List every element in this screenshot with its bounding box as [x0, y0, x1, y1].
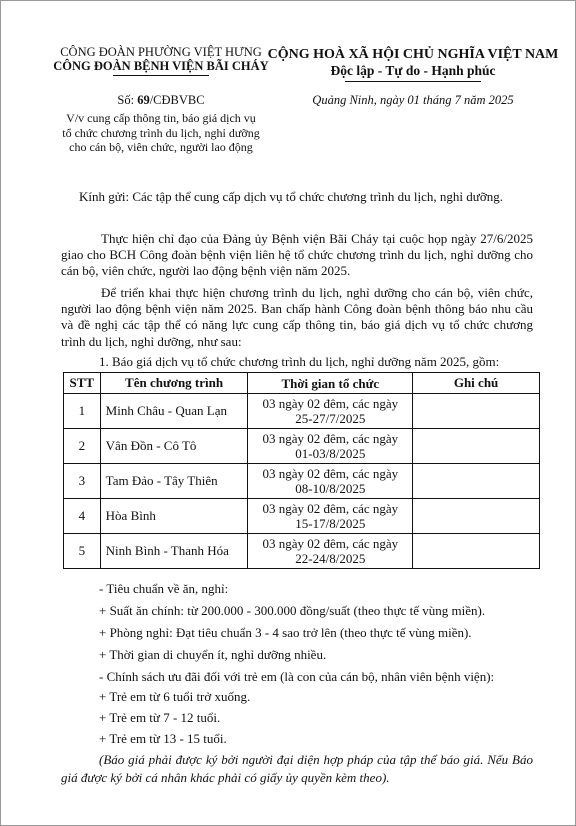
list-item: + Phòng nghỉ: Đạt tiêu chuẩn 3 - 4 sao trở lên (theo thực tế vùng miền).: [99, 625, 472, 640]
list-item: + Thời gian di chuyển ít, nghỉ dưỡng nhiều.: [99, 647, 327, 662]
subject-line: tổ chức chương trình du lịch, nghỉ dưỡng: [62, 125, 260, 140]
cell-name: Hòa Bình: [100, 499, 248, 534]
document-number: [41, 93, 281, 108]
cell-note: [413, 499, 540, 534]
header-stt: STT: [64, 373, 101, 394]
cell-stt: 4: [64, 499, 101, 534]
footnote: [61, 751, 533, 787]
greeting: Kính gửi: Các tập thể cung cấp dịch vụ tổ chức chương trình du lịch, nghỉ dưỡng.: [79, 189, 503, 204]
cell-time: [248, 499, 413, 534]
doc-number-label: Số:: [117, 93, 135, 107]
cell-name: Ninh Bình - Thanh Hóa: [100, 534, 248, 569]
table-row: [64, 534, 540, 569]
place-date: Quảng Ninh, ngày 01 tháng 7 năm 2025: [312, 93, 514, 107]
time-line: 22-24/8/2025: [295, 551, 366, 566]
header-time: Thời gian tổ chức: [248, 373, 413, 394]
org-line-1: CÔNG ĐOÀN PHƯỜNG VIỆT HƯNG: [60, 45, 262, 59]
cell-stt: 1: [64, 394, 101, 429]
cell-note: [413, 394, 540, 429]
header-name: Tên chương trình: [100, 373, 248, 394]
org-underline: [113, 75, 209, 76]
republic-title: CỘNG HOÀ XÃ HỘI CHỦ NGHĨA VIỆT NAM: [267, 47, 559, 62]
cell-name: Vân Đồn - Cô Tô: [100, 429, 248, 464]
cell-stt: 5: [64, 534, 101, 569]
list-item: + Trẻ em từ 6 tuổi trở xuống.: [99, 689, 251, 704]
subject-line: V/v cung cấp thông tin, báo giá dịch vụ: [66, 111, 256, 125]
motto-underline: [345, 81, 481, 82]
time-line: 25-27/7/2025: [295, 411, 366, 426]
list-item: - Tiêu chuẩn về ăn, nghỉ:: [99, 581, 229, 596]
cell-time: [248, 534, 413, 569]
table-row: [64, 464, 540, 499]
paragraph-2: [61, 285, 533, 350]
program-table: [63, 372, 540, 569]
list-item: - Chính sách ưu đãi đối với trẻ em (là con của cán bộ, nhân viên bệnh viện):: [99, 669, 495, 684]
cell-note: [413, 464, 540, 499]
doc-number-value: 69: [137, 93, 150, 107]
paragraph-text: Để triển khai thực hiện chương trình du lịch, nghỉ dưỡng cho cán bộ, viên chức, người lao động bệnh viện năm 2025. Ban chấp hành Công đoàn bệnh thông báo nhu cầu và đề nghị các tập thể có năng lực cung cấp thông tin, báo giá dịch vụ tổ chức chương trình du lịch, nghỉ dưỡng, như sau:: [61, 285, 533, 349]
cell-note: [413, 429, 540, 464]
time-line: 03 ngày 02 đêm, các ngày: [262, 501, 399, 516]
paragraph-1: [61, 231, 533, 280]
cell-name: Minh Châu - Quan Lạn: [100, 394, 248, 429]
table-row: [64, 394, 540, 429]
doc-code: /CĐBVBC: [149, 93, 205, 107]
subject: [41, 111, 281, 155]
cell-name: Tam Đảo - Tây Thiên: [100, 464, 248, 499]
time-line: 03 ngày 02 đêm, các ngày: [262, 431, 399, 446]
time-line: 03 ngày 02 đêm, các ngày: [262, 396, 399, 411]
cell-time: [248, 429, 413, 464]
time-line: 01-03/8/2025: [295, 446, 366, 461]
time-line: 08-10/8/2025: [295, 481, 366, 496]
paragraph-3: 1. Báo giá dịch vụ tổ chức chương trình du lịch, nghỉ dưỡng năm 2025, gồm:: [99, 354, 500, 369]
time-line: 03 ngày 02 đêm, các ngày: [262, 466, 399, 481]
footnote-text: (Báo giá phải được ký bởi người đại diện hợp pháp của tập thể báo giá. Nếu Báo giá được ký bởi cá nhân khác phải có giấy ủy quyền kèm theo).: [61, 752, 533, 785]
cell-time: [248, 394, 413, 429]
list-item: + Trẻ em từ 13 - 15 tuổi.: [99, 731, 227, 746]
time-line: 03 ngày 02 đêm, các ngày: [262, 536, 399, 551]
org-line-2: CÔNG ĐOÀN BỆNH VIỆN BÃI CHÁY: [53, 59, 269, 73]
list-item: + Trẻ em từ 7 - 12 tuổi.: [99, 710, 221, 725]
paragraph-text: Thực hiện chỉ đạo của Đảng ủy Bệnh viện Bãi Cháy tại cuộc họp ngày 27/6/2025 giao cho BCH Công đoàn bệnh viện liên hệ tổ chức chương trình du lịch, nghỉ dưỡng cho cán bộ, viên chức, người lao động bệnh viện năm 2025.: [61, 231, 533, 279]
cell-note: [413, 534, 540, 569]
cell-time: [248, 464, 413, 499]
subject-line: cho cán bộ, viên chức, người lao động: [69, 140, 253, 155]
list-item: + Suất ăn chính: từ 200.000 - 300.000 đồng/suất (theo thực tế vùng miền).: [99, 603, 486, 618]
table-header-row: [64, 373, 540, 394]
table-row: [64, 429, 540, 464]
time-line: 15-17/8/2025: [295, 516, 366, 531]
cell-stt: 3: [64, 464, 101, 499]
header-note: Ghi chú: [413, 373, 540, 394]
cell-stt: 2: [64, 429, 101, 464]
motto: Độc lập - Tự do - Hạnh phúc: [330, 63, 496, 78]
table-row: [64, 499, 540, 534]
